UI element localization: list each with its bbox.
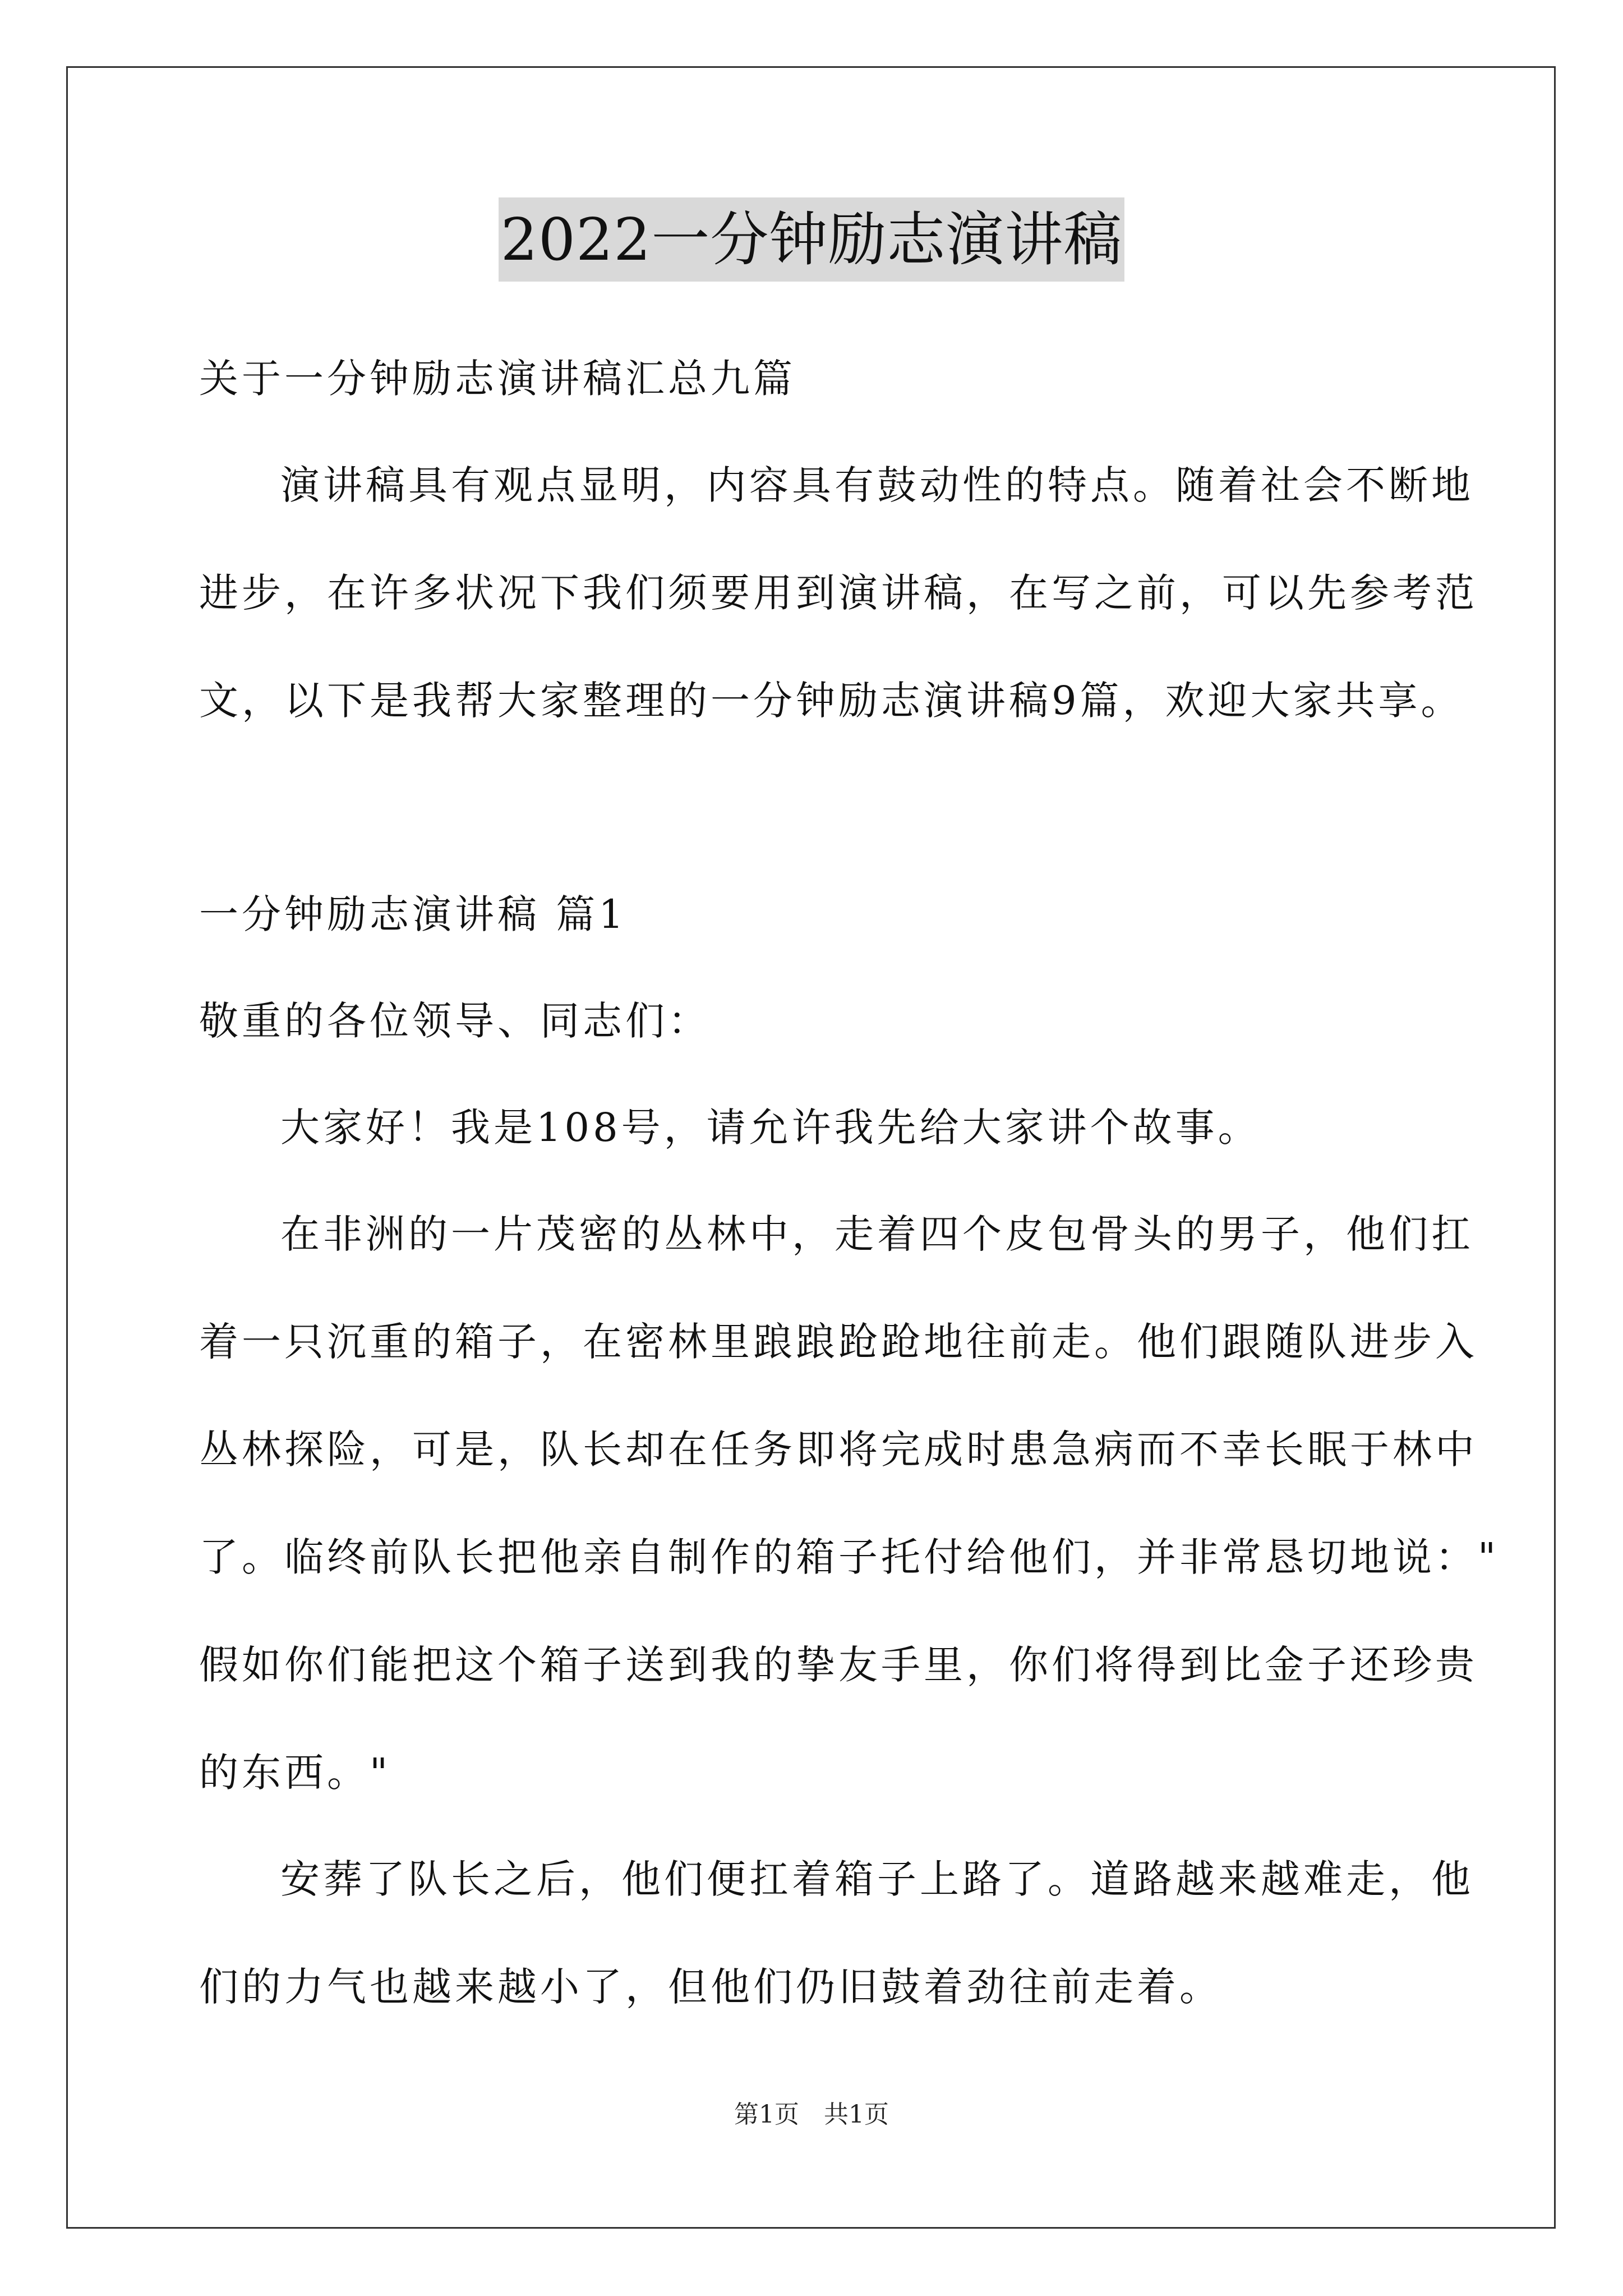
greeting-line: 大家好！我是108号，请允许我先给大家讲个故事。: [280, 1105, 1261, 1151]
after-line: 安葬了队长之后，他们便扛着箱子上路了。道路越来越难走，他: [280, 1856, 1474, 1902]
story-line: 假如你们能把这个箱子送到我的挚友手里，你们将得到比金子还珍贵: [199, 1642, 1478, 1688]
story-line: 着一只沉重的箱子，在密林里踉踉跄跄地往前走。他们跟随队进步入: [199, 1319, 1478, 1365]
story-line: 了。临终前队长把他亲自制作的箱子托付给他们，并非常恳切地说：": [199, 1534, 1500, 1580]
title-container: [0, 197, 1623, 282]
page-footer: 第1页 共1页: [734, 2100, 889, 2129]
story-line: 在非洲的一片茂密的丛林中，走着四个皮包骨头的男子，他们扛: [280, 1211, 1474, 1257]
subtitle: 关于一分钟励志演讲稿汇总九篇: [199, 356, 796, 402]
intro-line: 文，以下是我帮大家整理的一分钟励志演讲稿9篇，欢迎大家共享。: [199, 678, 1464, 724]
after-line: 们的力气也越来越小了，但他们仍旧鼓着劲往前走着。: [199, 1964, 1222, 2010]
document-title: 2022一分钟励志演讲稿: [499, 197, 1125, 282]
story-line: 丛林探险，可是，队长却在任务即将完成时患急病而不幸长眠于林中: [199, 1427, 1478, 1473]
story-line: 的东西。": [199, 1750, 391, 1796]
section-heading: 一分钟励志演讲稿 篇1: [199, 891, 627, 937]
salutation: 敬重的各位领导、同志们：: [199, 998, 711, 1044]
intro-line: 演讲稿具有观点显明，内容具有鼓动性的特点。随着社会不断地: [280, 462, 1474, 508]
intro-line: 进步，在许多状况下我们须要用到演讲稿，在写之前，可以先参考范: [199, 570, 1478, 616]
